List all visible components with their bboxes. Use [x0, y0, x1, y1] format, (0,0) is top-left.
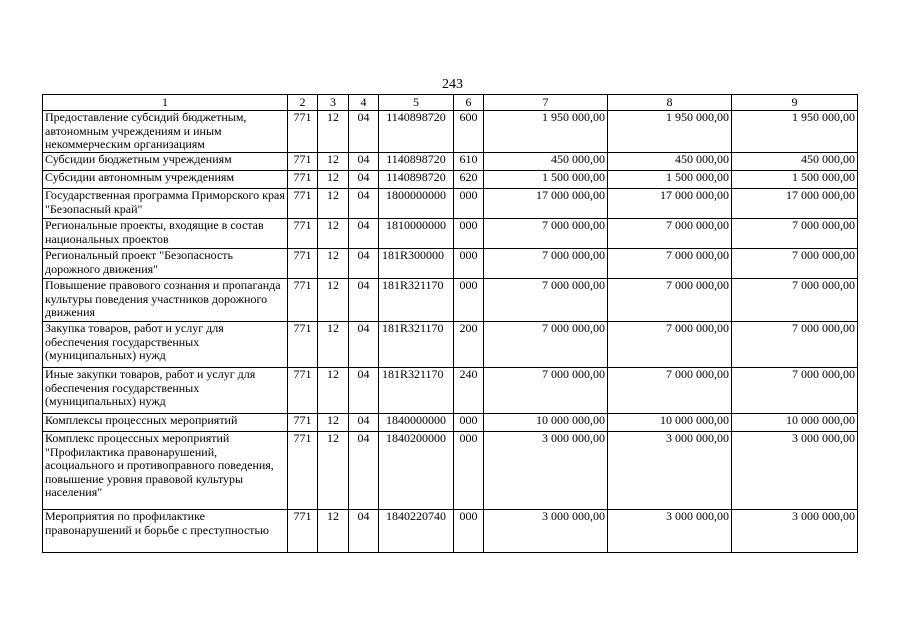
table-row [43, 249, 858, 279]
amount-col8: 1 500 000,00 [608, 171, 732, 189]
code-expense-type: 000 [454, 414, 484, 432]
table-row [43, 219, 858, 249]
table-row [43, 510, 858, 553]
amount-col9: 17 000 000,00 [732, 189, 858, 219]
header-row [43, 95, 858, 111]
amount-col7: 3 000 000,00 [484, 510, 608, 553]
code-ministry: 771 [288, 171, 318, 189]
amount-col8: 7 000 000,00 [608, 279, 732, 322]
amount-col9: 3 000 000,00 [732, 510, 858, 553]
amount-col8: 7 000 000,00 [608, 322, 732, 368]
amount-col7: 17 000 000,00 [484, 189, 608, 219]
budget-table [42, 94, 858, 553]
code-target-article: 1840000000 [379, 414, 454, 432]
amount-col9: 7 000 000,00 [732, 219, 858, 249]
code-ministry: 771 [288, 279, 318, 322]
code-ministry: 771 [288, 432, 318, 510]
code-subsection: 04 [349, 153, 379, 171]
column-header: 6 [454, 95, 484, 111]
amount-col8: 7 000 000,00 [608, 249, 732, 279]
row-name: Субсидии автономным учреждениям [43, 171, 288, 189]
code-section: 12 [318, 414, 349, 432]
row-name: Региональный проект "Безопасность дорожного движения" [43, 249, 288, 279]
code-subsection: 04 [349, 368, 379, 414]
table-row [43, 153, 858, 171]
amount-col8: 450 000,00 [608, 153, 732, 171]
column-header: 9 [732, 95, 858, 111]
code-expense-type: 000 [454, 219, 484, 249]
code-expense-type: 000 [454, 279, 484, 322]
code-ministry: 771 [288, 189, 318, 219]
code-section: 12 [318, 368, 349, 414]
column-header: 3 [318, 95, 349, 111]
column-header: 8 [608, 95, 732, 111]
row-name: Закупка товаров, работ и услуг для обеспечения государственных (муниципальных) нужд [43, 322, 288, 368]
table-row [43, 322, 858, 368]
row-name: Региональные проекты, входящие в состав национальных проектов [43, 219, 288, 249]
code-expense-type: 000 [454, 432, 484, 510]
code-section: 12 [318, 510, 349, 553]
code-subsection: 04 [349, 189, 379, 219]
code-section: 12 [318, 279, 349, 322]
code-subsection: 04 [349, 414, 379, 432]
code-expense-type: 200 [454, 322, 484, 368]
code-section: 12 [318, 189, 349, 219]
amount-col9: 3 000 000,00 [732, 432, 858, 510]
amount-col9: 1 950 000,00 [732, 111, 858, 153]
row-name: Предоставление субсидий бюджетным, автономным учреждениям и иным некоммерческим организациям [43, 111, 288, 153]
amount-col8: 3 000 000,00 [608, 432, 732, 510]
code-ministry: 771 [288, 322, 318, 368]
row-name: Повышение правового сознания и пропаганда культуры поведения участников дорожного движения [43, 279, 288, 322]
amount-col8: 1 950 000,00 [608, 111, 732, 153]
code-section: 12 [318, 219, 349, 249]
code-section: 12 [318, 322, 349, 368]
code-subsection: 04 [349, 111, 379, 153]
amount-col7: 7 000 000,00 [484, 279, 608, 322]
code-target-article: 181R321170 [379, 279, 454, 322]
code-expense-type: 600 [454, 111, 484, 153]
row-name: Мероприятия по профилактике правонарушений и борьбе с преступностью [43, 510, 288, 553]
amount-col7: 1 500 000,00 [484, 171, 608, 189]
code-expense-type: 240 [454, 368, 484, 414]
amount-col9: 1 500 000,00 [732, 171, 858, 189]
code-target-article: 1840200000 [379, 432, 454, 510]
column-header: 7 [484, 95, 608, 111]
row-name: Иные закупки товаров, работ и услуг для обеспечения государственных (муниципальных) нужд [43, 368, 288, 414]
amount-col8: 7 000 000,00 [608, 368, 732, 414]
table-row [43, 414, 858, 432]
code-target-article: 1140898720 [379, 171, 454, 189]
amount-col9: 7 000 000,00 [732, 322, 858, 368]
code-expense-type: 000 [454, 189, 484, 219]
amount-col8: 10 000 000,00 [608, 414, 732, 432]
table-row [43, 368, 858, 414]
code-subsection: 04 [349, 510, 379, 553]
amount-col8: 3 000 000,00 [608, 510, 732, 553]
amount-col7: 3 000 000,00 [484, 432, 608, 510]
amount-col9: 7 000 000,00 [732, 249, 858, 279]
code-subsection: 04 [349, 171, 379, 189]
code-section: 12 [318, 249, 349, 279]
amount-col7: 7 000 000,00 [484, 249, 608, 279]
code-ministry: 771 [288, 510, 318, 553]
column-header: 5 [379, 95, 454, 111]
code-ministry: 771 [288, 249, 318, 279]
code-target-article: 181R321170 [379, 322, 454, 368]
column-header: 1 [43, 95, 288, 111]
code-target-article: 181R300000 [379, 249, 454, 279]
amount-col7: 10 000 000,00 [484, 414, 608, 432]
code-section: 12 [318, 111, 349, 153]
code-ministry: 771 [288, 111, 318, 153]
code-ministry: 771 [288, 414, 318, 432]
amount-col8: 7 000 000,00 [608, 219, 732, 249]
code-target-article: 1840220740 [379, 510, 454, 553]
code-subsection: 04 [349, 249, 379, 279]
code-target-article: 1140898720 [379, 111, 454, 153]
code-target-article: 1140898720 [379, 153, 454, 171]
code-section: 12 [318, 153, 349, 171]
code-subsection: 04 [349, 432, 379, 510]
code-expense-type: 000 [454, 249, 484, 279]
table-row [43, 432, 858, 510]
code-subsection: 04 [349, 322, 379, 368]
table-row [43, 111, 858, 153]
amount-col9: 450 000,00 [732, 153, 858, 171]
code-target-article: 1810000000 [379, 219, 454, 249]
amount-col7: 450 000,00 [484, 153, 608, 171]
row-name: Комплексы процессных мероприятий [43, 414, 288, 432]
column-header: 4 [349, 95, 379, 111]
code-expense-type: 620 [454, 171, 484, 189]
code-ministry: 771 [288, 153, 318, 171]
code-section: 12 [318, 171, 349, 189]
code-target-article: 181R321170 [379, 368, 454, 414]
amount-col9: 10 000 000,00 [732, 414, 858, 432]
code-section: 12 [318, 432, 349, 510]
code-ministry: 771 [288, 219, 318, 249]
code-subsection: 04 [349, 219, 379, 249]
amount-col7: 7 000 000,00 [484, 368, 608, 414]
amount-col7: 1 950 000,00 [484, 111, 608, 153]
code-target-article: 1800000000 [379, 189, 454, 219]
amount-col9: 7 000 000,00 [732, 279, 858, 322]
amount-col9: 7 000 000,00 [732, 368, 858, 414]
code-expense-type: 000 [454, 510, 484, 553]
amount-col7: 7 000 000,00 [484, 219, 608, 249]
row-name: Государственная программа Приморского края "Безопасный край" [43, 189, 288, 219]
page-number: 243 [442, 77, 463, 92]
table-row [43, 171, 858, 189]
table-row [43, 279, 858, 322]
column-header: 2 [288, 95, 318, 111]
code-ministry: 771 [288, 368, 318, 414]
code-subsection: 04 [349, 279, 379, 322]
row-name: Субсидии бюджетным учреждениям [43, 153, 288, 171]
table-row [43, 189, 858, 219]
row-name: Комплекс процессных мероприятий "Профилактика правонарушений, асоциального и противоправного поведения, повышение уровня правовой культуры населения" [43, 432, 288, 510]
amount-col8: 17 000 000,00 [608, 189, 732, 219]
code-expense-type: 610 [454, 153, 484, 171]
amount-col7: 7 000 000,00 [484, 322, 608, 368]
